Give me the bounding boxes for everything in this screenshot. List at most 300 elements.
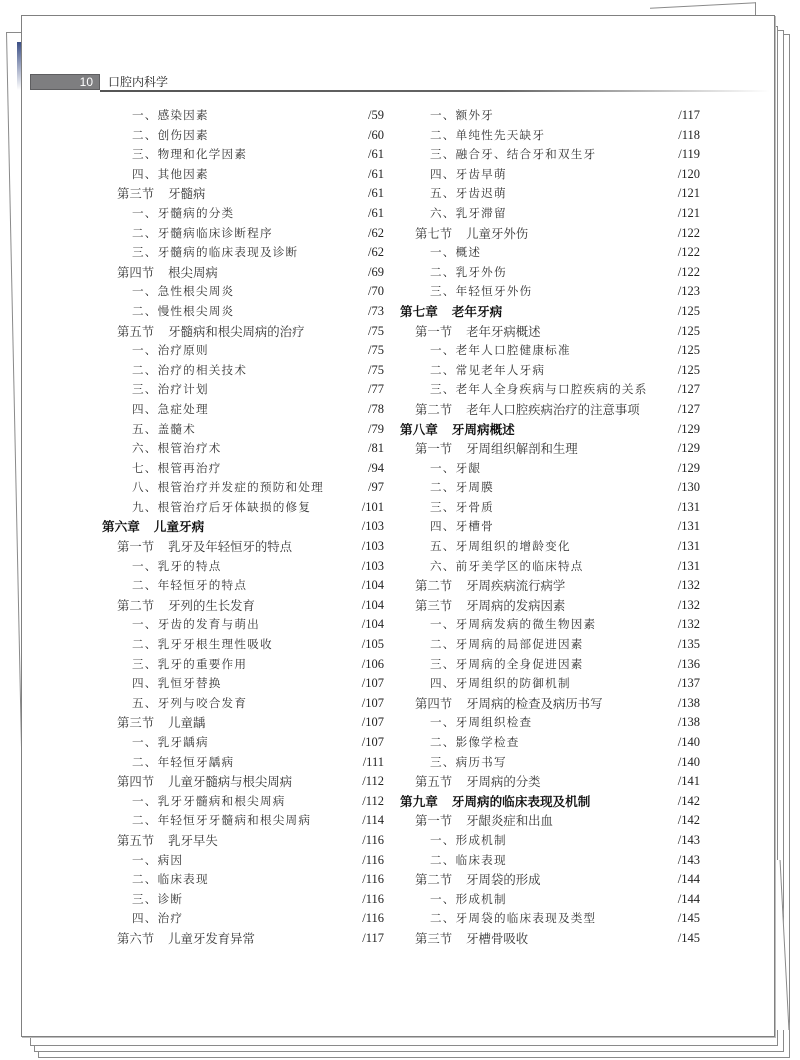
toc-entry-page: /107: [361, 715, 384, 730]
toc-entry-title: [430, 655, 584, 675]
toc-entry-title: [430, 635, 584, 655]
toc-entry-title: [132, 145, 247, 165]
toc-entry-number: 第三节: [415, 597, 453, 613]
toc-entry-title: [132, 792, 286, 812]
toc-entry-text: 一、形成机制: [430, 891, 507, 906]
toc-entry-text: 二、牙周膜: [430, 480, 494, 495]
toc-entry-page: /103: [361, 539, 384, 554]
toc-entry-title: [132, 498, 311, 518]
toc-entry-text: 三、乳牙的重要作用: [132, 656, 248, 671]
toc-entry-title: [132, 439, 222, 459]
toc-entry-item: [400, 537, 700, 557]
toc-entry-page: /116: [362, 832, 384, 847]
toc-entry-text: 二、治疗的相关技术: [132, 362, 248, 377]
toc-entry-item: [102, 302, 384, 322]
toc-entry-title: [430, 459, 481, 479]
toc-entry-title: [430, 674, 571, 694]
toc-entry-title: [117, 263, 218, 283]
toc-entry-number: 第四节: [415, 695, 453, 711]
toc-entry-title: [415, 224, 528, 244]
toc-entry-title: [132, 380, 209, 400]
toc-entry-title: [132, 106, 209, 126]
toc-entry-title: [415, 929, 528, 949]
toc-entry-page: /140: [677, 754, 700, 769]
toc-entry-text: 三、物理和化学因素: [132, 147, 248, 162]
toc-entry-title: [430, 184, 507, 204]
toc-entry-text: 一、治疗原则: [132, 343, 209, 358]
toc-entry-page: /121: [677, 186, 700, 201]
toc-entry-text: 一、老年人口腔健康标准: [430, 343, 571, 358]
toc-entry-text: 牙周疾病流行病学: [466, 578, 566, 594]
toc-entry-page: /121: [677, 205, 700, 220]
toc-entry-title: [430, 145, 596, 165]
toc-entry-text: 四、牙齿早萌: [430, 166, 507, 181]
toc-entry-title: [430, 243, 481, 263]
toc-entry-title: [430, 890, 507, 910]
toc-entry-text: 二、牙周袋的临床表现及类型: [430, 911, 597, 926]
toc-entry-text: 儿童牙发育异常: [168, 930, 255, 946]
toc-entry-page: /116: [362, 852, 384, 867]
toc-entry-page: /138: [677, 695, 700, 710]
toc-entry-text: 一、感染因素: [132, 108, 209, 122]
toc-entry-title: [132, 674, 222, 694]
toc-entry-item: [400, 831, 700, 851]
toc-entry-page: /129: [677, 441, 700, 456]
toc-entry-text: 一、牙周病发病的微生物因素: [430, 617, 597, 632]
toc-entry-title: [430, 126, 545, 146]
toc-entry-page: /122: [677, 245, 700, 260]
toc-entry-page: /116: [362, 872, 384, 887]
toc-entry-text: 二、临床表现: [132, 872, 209, 887]
toc-entry-page: /125: [677, 343, 700, 358]
toc-entry-item: [102, 400, 384, 420]
toc-entry-page: /144: [677, 872, 700, 887]
toc-entry-page: /105: [361, 637, 384, 652]
toc-entry-page: /142: [677, 793, 700, 808]
toc-entry-section: [400, 870, 700, 890]
toc-entry-item: [400, 753, 700, 773]
toc-entry-page: /144: [677, 891, 700, 906]
toc-entry-text: 一、乳牙的特点: [132, 558, 222, 573]
toc-entry-item: [102, 145, 384, 165]
toc-entry-title: [132, 655, 247, 675]
toc-entry-title: [430, 733, 520, 753]
toc-entry-number: 第二节: [415, 401, 453, 417]
toc-entry-item: [400, 106, 700, 126]
toc-entry-title: [132, 870, 209, 890]
toc-column-left: [102, 106, 384, 949]
toc-entry-title: [430, 361, 545, 381]
toc-entry-number: 第三节: [117, 186, 155, 202]
toc-entry-title: [415, 439, 578, 459]
toc-entry-text: 四、治疗: [132, 911, 184, 926]
toc-entry-number: 第六章: [102, 519, 140, 535]
toc-entry-item: [400, 557, 700, 577]
toc-entry-text: 六、前牙美学区的临床特点: [430, 558, 584, 573]
toc-entry-section: [400, 439, 700, 459]
toc-entry-page: /97: [368, 480, 384, 495]
toc-entry-item: [102, 439, 384, 459]
toc-entry-text: 牙槽骨吸收: [466, 930, 529, 946]
toc-entry-text: 三、牙周病的全身促进因素: [430, 656, 584, 671]
toc-entry-item: [400, 674, 700, 694]
toc-entry-title: [415, 400, 640, 420]
toc-entry-number: 第二节: [117, 597, 155, 613]
toc-entry-number: 第七节: [415, 225, 453, 241]
toc-entry-title: [132, 811, 311, 831]
toc-entry-title: [117, 772, 292, 792]
toc-entry-item: [400, 498, 700, 518]
toc-entry-title: [430, 263, 507, 283]
toc-entry-section: [400, 576, 700, 596]
toc-entry-text: 七、根管再治疗: [132, 460, 222, 475]
header-rule: [100, 90, 770, 92]
toc-entry-text: 二、牙周病的局部促进因素: [430, 637, 584, 652]
toc-entry-number: 第四节: [117, 774, 155, 790]
toc-entry-number: 第八章: [400, 421, 438, 437]
toc-entry-page: /137: [677, 676, 700, 691]
toc-entry-page: /111: [362, 754, 384, 769]
toc-entry-text: 五、牙列与咬合发育: [132, 695, 248, 710]
toc-entry-item: [400, 909, 700, 929]
toc-entry-page: /75: [368, 343, 384, 358]
toc-page: [21, 15, 775, 1037]
toc-entry-number: 第九章: [400, 793, 438, 809]
toc-entry-page: /114: [362, 813, 384, 828]
toc-entry-number: 第三节: [415, 930, 453, 946]
toc-entry-page: /142: [677, 813, 700, 828]
toc-entry-item: [400, 204, 700, 224]
toc-entry-section: [102, 772, 384, 792]
toc-entry-title: [132, 204, 234, 224]
toc-entry-page: /62: [368, 245, 384, 260]
toc-entry-item: [102, 890, 384, 910]
toc-entry-page: /117: [362, 930, 384, 945]
toc-entry-page: /106: [361, 656, 384, 671]
toc-entry-title: [132, 341, 209, 361]
toc-entry-title: [415, 870, 541, 890]
toc-entry-text: 牙髓病和根尖周病的治疗: [168, 323, 305, 339]
toc-entry-text: 牙周袋的形成: [466, 872, 541, 888]
toc-entry-title: [132, 478, 324, 498]
toc-entry-item: [400, 341, 700, 361]
toc-entry-item: [102, 792, 384, 812]
toc-entry-item: [102, 282, 384, 302]
toc-entry-text: 八、根管治疗并发症的预防和处理: [132, 480, 324, 495]
toc-entry-text: 二、常见老年人牙病: [430, 362, 546, 377]
toc-entry-title: [132, 459, 222, 479]
toc-entry-number: 第四节: [117, 264, 155, 280]
toc-entry-page: /81: [368, 441, 384, 456]
toc-entry-item: [102, 674, 384, 694]
toc-entry-number: 第五节: [117, 323, 155, 339]
toc-entry-text: 儿童牙病: [153, 519, 205, 535]
toc-entry-item: [102, 615, 384, 635]
toc-entry-title: [430, 537, 571, 557]
toc-entry-title: [430, 753, 507, 773]
toc-entry-title: [415, 811, 553, 831]
toc-entry-page: /59: [368, 108, 384, 122]
toc-entry-text: 乳牙早失: [168, 832, 218, 848]
book-title: 口腔内科学: [108, 75, 169, 89]
toc-entry-title: [117, 322, 304, 342]
toc-entry-item: [400, 713, 700, 733]
toc-entry-title: [430, 909, 596, 929]
toc-entry-title: [430, 557, 584, 577]
toc-entry-item: [400, 517, 700, 537]
toc-entry-page: /129: [677, 421, 700, 436]
toc-entry-item: [102, 694, 384, 714]
toc-entry-page: /60: [368, 127, 384, 142]
toc-entry-text: 五、盖髓术: [132, 421, 196, 436]
toc-entry-page: /131: [677, 539, 700, 554]
toc-entry-page: /101: [361, 499, 384, 514]
toc-entry-item: [400, 890, 700, 910]
toc-entry-title: [132, 361, 247, 381]
toc-entry-item: [400, 361, 700, 381]
toc-entry-title: [132, 909, 183, 929]
toc-entry-title: [400, 792, 590, 812]
toc-entry-text: 四、其他因素: [132, 166, 209, 181]
toc-entry-page: /141: [677, 774, 700, 789]
toc-entry-page: /123: [677, 284, 700, 299]
toc-entry-item: [400, 126, 700, 146]
toc-entry-title: [430, 478, 494, 498]
toc-entry-item: [102, 811, 384, 831]
toc-entry-number: 第三节: [117, 715, 155, 731]
toc-entry-page: /103: [361, 519, 384, 534]
toc-entry-text: 四、牙周组织的防御机制: [430, 676, 571, 691]
toc-entry-page: /107: [361, 676, 384, 691]
toc-entry-text: 牙周病的临床表现及机制: [451, 793, 591, 809]
toc-entry-text: 牙髓病: [168, 186, 206, 202]
toc-entry-title: [430, 498, 494, 518]
toc-entry-title: [430, 282, 532, 302]
toc-entry-title: [117, 184, 205, 204]
toc-entry-page: /122: [677, 225, 700, 240]
toc-entry-text: 老年人口腔疾病治疗的注意事项: [466, 401, 640, 417]
toc-entry-page: /125: [677, 303, 700, 318]
toc-entry-text: 一、牙髓病的分类: [132, 205, 235, 220]
toc-entry-item: [102, 420, 384, 440]
toc-entry-text: 四、急症处理: [132, 401, 209, 416]
toc-entry-title: [132, 243, 298, 263]
toc-entry-item: [400, 184, 700, 204]
toc-entry-page: /143: [677, 832, 700, 847]
toc-entry-text: 一、乳牙牙髓病和根尖周病: [132, 793, 286, 808]
toc-entry-text: 二、牙髓病临床诊断程序: [132, 225, 273, 240]
toc-entry-text: 一、牙龈: [430, 460, 482, 475]
toc-entry-title: [400, 302, 502, 322]
toc-entry-section: [400, 772, 700, 792]
toc-entry-page: /104: [361, 578, 384, 593]
toc-entry-text: 五、牙齿迟萌: [430, 186, 507, 201]
toc-entry-item: [102, 851, 384, 871]
toc-entry-section: [400, 811, 700, 831]
toc-entry-title: [400, 420, 515, 440]
toc-entry-page: /61: [368, 205, 384, 220]
toc-entry-text: 一、急性根尖周炎: [132, 284, 235, 299]
toc-entry-item: [102, 106, 384, 126]
toc-entry-page: /131: [677, 499, 700, 514]
toc-entry-item: [400, 243, 700, 263]
toc-entry-title: [415, 596, 565, 616]
toc-entry-page: /130: [677, 480, 700, 495]
toc-entry-page: /116: [362, 891, 384, 906]
page-number: 10: [30, 74, 100, 90]
toc-entry-number: 第一节: [415, 813, 453, 829]
toc-entry-item: [400, 733, 700, 753]
toc-entry-title: [132, 635, 273, 655]
toc-entry-item: [400, 380, 700, 400]
toc-entry-section: [102, 713, 384, 733]
toc-entry-text: 九、根管治疗后牙体缺损的修复: [132, 499, 312, 514]
toc-entry-title: [132, 694, 247, 714]
toc-entry-section: [102, 929, 384, 949]
toc-entry-text: 一、额外牙: [430, 108, 494, 122]
toc-entry-page: /127: [677, 382, 700, 397]
toc-entry-text: 儿童牙外伤: [466, 225, 529, 241]
toc-entry-item: [102, 478, 384, 498]
toc-entry-chapter: [400, 792, 700, 812]
toc-entry-page: /132: [677, 578, 700, 593]
toc-entry-text: 六、根管治疗术: [132, 441, 222, 456]
toc-entry-page: /119: [678, 147, 700, 162]
toc-entry-title: [430, 831, 507, 851]
toc-entry-page: /132: [677, 617, 700, 632]
toc-entry-text: 牙周病的分类: [466, 774, 541, 790]
toc-entry-page: /69: [368, 264, 384, 279]
toc-entry-title: [415, 772, 541, 792]
toc-entry-text: 二、年轻恒牙牙髓病和根尖周病: [132, 813, 312, 828]
toc-entry-page: /132: [677, 597, 700, 612]
toc-entry-page: /131: [677, 519, 700, 534]
toc-entry-item: [102, 576, 384, 596]
toc-entry-item: [400, 282, 700, 302]
toc-entry-number: 第二节: [415, 578, 453, 594]
toc-entry-section: [102, 831, 384, 851]
toc-entry-text: 二、影像学检查: [430, 735, 520, 749]
toc-entry-page: /78: [368, 401, 384, 416]
toc-entry-page: /104: [361, 617, 384, 632]
toc-entry-text: 二、乳牙牙根生理性吸收: [132, 637, 273, 652]
toc-entry-item: [102, 204, 384, 224]
toc-entry-title: [102, 517, 204, 537]
toc-entry-text: 四、乳恒牙替换: [132, 676, 222, 691]
toc-entry-item: [102, 361, 384, 381]
toc-entry-title: [132, 282, 234, 302]
toc-entry-text: 三、牙骨质: [430, 499, 494, 514]
toc-entry-title: [430, 165, 507, 185]
toc-entry-item: [400, 145, 700, 165]
toc-entry-title: [132, 224, 273, 244]
toc-entry-title: [132, 165, 209, 185]
toc-entry-section: [400, 322, 700, 342]
running-header: [30, 74, 770, 92]
toc-entry-text: 二、慢性根尖周炎: [132, 303, 235, 318]
toc-entry-number: 第一节: [415, 323, 453, 339]
toc-entry-text: 三、诊断: [132, 891, 184, 906]
toc-entry-text: 三、融合牙、结合牙和双生牙: [430, 147, 597, 162]
toc-entry-item: [102, 557, 384, 577]
toc-entry-text: 牙周病的检查及病历书写: [466, 695, 603, 711]
toc-entry-section: [102, 263, 384, 283]
toc-entry-item: [102, 243, 384, 263]
toc-entry-page: /112: [362, 774, 384, 789]
toc-entry-chapter: [400, 420, 700, 440]
toc-entry-text: 儿童牙髓病与根尖周病: [168, 774, 293, 790]
toc-entry-text: 六、乳牙滞留: [430, 205, 507, 220]
toc-entry-item: [102, 635, 384, 655]
toc-entry-section: [102, 184, 384, 204]
toc-entry-number: 第七章: [400, 303, 438, 319]
toc-entry-text: 五、牙周组织的增龄变化: [430, 539, 571, 554]
toc-entry-text: 老年牙病概述: [466, 323, 541, 339]
toc-entry-page: /107: [361, 735, 384, 749]
toc-entry-page: /122: [677, 264, 700, 279]
toc-entry-text: 一、牙齿的发育与萌出: [132, 617, 260, 632]
toc-entry-page: /145: [677, 911, 700, 926]
toc-entry-item: [102, 224, 384, 244]
toc-entry-chapter: [400, 302, 700, 322]
toc-entry-text: 二、创伤因素: [132, 127, 209, 142]
toc-entry-item: [102, 909, 384, 929]
toc-entry-title: [430, 106, 494, 126]
toc-entry-title: [132, 126, 209, 146]
toc-entry-page: /103: [361, 558, 384, 573]
toc-column-right: [400, 106, 700, 949]
toc-entry-text: 乳牙及年轻恒牙的特点: [168, 539, 293, 555]
toc-entry-page: /117: [678, 108, 700, 122]
toc-entry-section: [400, 400, 700, 420]
toc-entry-number: 第六节: [117, 930, 155, 946]
toc-entry-title: [430, 851, 507, 871]
toc-entry-text: 一、形成机制: [430, 832, 507, 847]
toc-entry-title: [430, 615, 596, 635]
toc-entry-page: /125: [677, 362, 700, 377]
toc-entry-text: 三、牙髓病的临床表现及诊断: [132, 245, 299, 260]
toc-entry-item: [400, 635, 700, 655]
toc-entry-number: 第二节: [415, 872, 453, 888]
toc-entry-page: /135: [677, 637, 700, 652]
toc-entry-item: [102, 870, 384, 890]
toc-entry-page: /112: [362, 793, 384, 808]
toc-entry-title: [430, 204, 507, 224]
toc-entry-number: 第一节: [117, 539, 155, 555]
toc-entry-page: /120: [677, 166, 700, 181]
toc-entry-title: [430, 517, 494, 537]
toc-entry-item: [400, 478, 700, 498]
toc-entry-text: 四、牙槽骨: [430, 519, 494, 534]
toc-entry-title: [117, 929, 255, 949]
toc-entry-title: [117, 713, 205, 733]
toc-entry-page: /79: [368, 421, 384, 436]
toc-entry-section: [400, 929, 700, 949]
toc-entry-title: [117, 831, 218, 851]
toc-entry-text: 二、临床表现: [430, 852, 507, 867]
toc-entry-text: 一、乳牙龋病: [132, 735, 209, 749]
toc-entry-item: [102, 655, 384, 675]
toc-entry-page: /125: [677, 323, 700, 338]
toc-entry-text: 一、病因: [132, 852, 184, 867]
toc-entry-title: [132, 615, 260, 635]
toc-entry-text: 二、年轻恒牙龋病: [132, 754, 235, 769]
toc-entry-section: [400, 224, 700, 244]
toc-entry-page: /61: [368, 166, 384, 181]
toc-entry-page: /61: [368, 147, 384, 162]
toc-entry-item: [400, 615, 700, 635]
toc-entry-text: 牙周组织解剖和生理: [466, 441, 578, 457]
